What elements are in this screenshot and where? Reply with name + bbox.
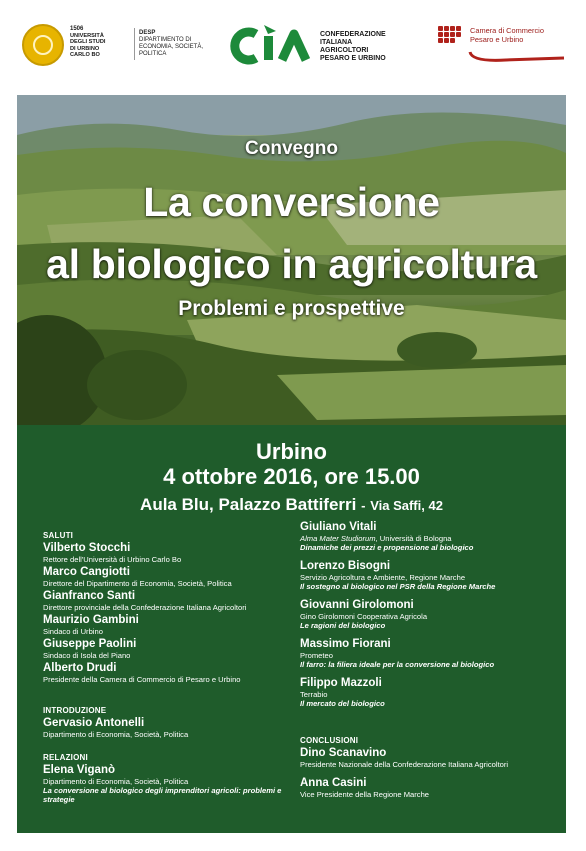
speaker-role: Sindaco di Urbino: [43, 627, 103, 636]
speaker-name: Dino Scanavino: [300, 747, 387, 759]
talk-title: La conversione al biologico degli imprenditori agricoli: problemi e strategie: [43, 786, 282, 804]
university-logo: [22, 22, 202, 72]
university-name-line: UNIVERSITÀ: [70, 32, 104, 39]
program-panel: [17, 425, 566, 833]
talk-title: Il mercato del biologico: [300, 699, 385, 708]
department-line: ECONOMIA, SOCIETÀ, POLITICA: [139, 44, 204, 57]
event-city: Urbino: [256, 439, 327, 464]
speaker-name: Gervasio Antonelli: [43, 717, 145, 729]
speaker-name: Elena Viganò: [43, 764, 116, 776]
university-name-line: CARLO BO: [70, 52, 100, 59]
section-heading-relazioni: RELAZIONI: [43, 753, 88, 762]
speaker-role-rest: , Università di Bologna: [375, 534, 452, 543]
venue-separator: -: [361, 498, 366, 513]
speaker: [300, 777, 562, 799]
section-heading-saluti: SALUTI: [43, 531, 74, 540]
venue-name: Aula Blu, Palazzo Battiferri: [140, 495, 357, 514]
logo-divider: [134, 28, 135, 60]
chamber-mark-icon: [438, 26, 462, 44]
speaker-name: Lorenzo Bisogni: [300, 560, 391, 572]
section-heading-introduzione: INTRODUZIONE: [43, 706, 107, 715]
event-kicker: Convegno: [245, 138, 338, 159]
speaker: [43, 590, 298, 612]
section-heading-conclusioni: CONCLUSIONI: [300, 736, 359, 745]
speaker-role: [300, 534, 562, 543]
chamber-name-line: Camera di Commercio: [470, 26, 544, 35]
speaker-name: Maurizio Gambini: [43, 614, 139, 626]
speaker-role: Vice Presidente della Regione Marche: [300, 790, 430, 799]
speaker-name: Vilberto Stocchi: [43, 542, 131, 554]
speaker: [300, 638, 562, 669]
speaker-name: Massimo Fiorani: [300, 638, 391, 650]
speaker: [300, 599, 562, 630]
speaker-role: Dipartimento di Economia, Società, Politica: [43, 730, 189, 739]
speaker-role: Servizio Agricoltura e Ambiente, Regione Marche: [300, 573, 466, 582]
cia-name-line: PESARO E URBINO: [320, 55, 386, 62]
speaker: [300, 747, 562, 769]
chamber-swoosh-icon: [466, 42, 566, 64]
speaker-role: Gino Girolomoni Cooperativa Agricola: [300, 612, 428, 621]
speaker: [43, 614, 298, 636]
speaker-name: Giuseppe Paolini: [43, 638, 137, 650]
program-right-column: [300, 519, 562, 799]
cia-mark-icon: [230, 22, 316, 66]
department-line: DIPARTIMENTO DI: [139, 37, 192, 43]
university-seal-icon: [22, 24, 64, 66]
speaker-role: Terrabio: [300, 690, 328, 699]
talk-title: Il sostegno al biologico nel PSR della Regione Marche: [300, 582, 496, 591]
event-title-line-2: al biologico in agricoltura: [46, 241, 537, 287]
header-logos: [0, 0, 586, 95]
hero-landscape-image: [17, 95, 566, 425]
speaker-role: Sindaco di Isola del Piano: [43, 651, 131, 660]
speaker-role: Presidente della Camera di Commercio di Pesaro e Urbino: [43, 675, 241, 684]
speaker-role: Dipartimento di Economia, Società, Politica: [43, 777, 189, 786]
speaker-role: Rettore dell'Università di Urbino Carlo Bo: [43, 555, 182, 564]
cia-name-line: AGRICOLTORI: [320, 47, 369, 54]
talk-title: Il farro: la filiera ideale per la conversione al biologico: [300, 660, 495, 669]
cia-name-line: ITALIANA: [320, 39, 353, 46]
university-name-line: DEGLI STUDI: [70, 39, 106, 46]
speaker-role: Direttore del Dipartimento di Economia, Società, Politica: [43, 579, 232, 588]
speaker: [300, 560, 562, 591]
event-subtitle: Problemi e prospettive: [178, 297, 405, 320]
speaker-role-italic: Alma Mater Studiorum: [300, 534, 376, 543]
department-code: DESP: [139, 30, 156, 36]
event-title-line-1: La conversione: [143, 179, 440, 225]
speaker: [300, 521, 562, 552]
speaker-name: Filippo Mazzoli: [300, 677, 382, 689]
program-left-column: [43, 525, 298, 804]
speaker-name: Gianfranco Santi: [43, 590, 136, 602]
speaker-name: Marco Cangiotti: [43, 566, 130, 578]
speaker: [43, 566, 298, 588]
cia-logo: [230, 22, 400, 72]
university-name: [70, 26, 120, 59]
speaker: [43, 662, 298, 684]
speaker-role: Direttore provinciale della Confederazione Italiana Agricoltori: [43, 603, 247, 612]
speaker-name: Anna Casini: [300, 777, 367, 789]
cia-name-line: CONFEDERAZIONE: [320, 31, 386, 38]
speaker: [300, 677, 562, 708]
speaker: [43, 764, 298, 804]
venue-address: Via Saffi, 42: [370, 498, 443, 513]
chamber-name-line: Pesaro e Urbino: [470, 34, 524, 44]
event-date: 4 ottobre 2016, ore 15.00: [163, 464, 420, 489]
speaker-role: Presidente Nazionale della Confederazione Italiana Agricoltori: [300, 760, 509, 769]
speaker: [43, 542, 298, 564]
talk-title: Dinamiche dei prezzi e propensione al biologico: [300, 543, 474, 552]
event-venue: [17, 495, 566, 515]
speaker: [43, 717, 298, 739]
speaker-role: Prometeo: [300, 651, 333, 660]
department-name: [139, 30, 229, 58]
university-year: 1506: [70, 26, 84, 32]
university-name-line: DI URBINO: [70, 45, 100, 52]
speaker-name: Giovanni Girolomoni: [300, 599, 414, 611]
speaker: [43, 638, 298, 660]
cia-name: [320, 31, 410, 63]
speaker-name: Giuliano Vitali: [300, 521, 377, 533]
chamber-of-commerce-logo: [438, 24, 568, 64]
talk-title: Le ragioni del biologico: [300, 621, 386, 630]
speaker-name: Alberto Drudi: [43, 662, 117, 674]
